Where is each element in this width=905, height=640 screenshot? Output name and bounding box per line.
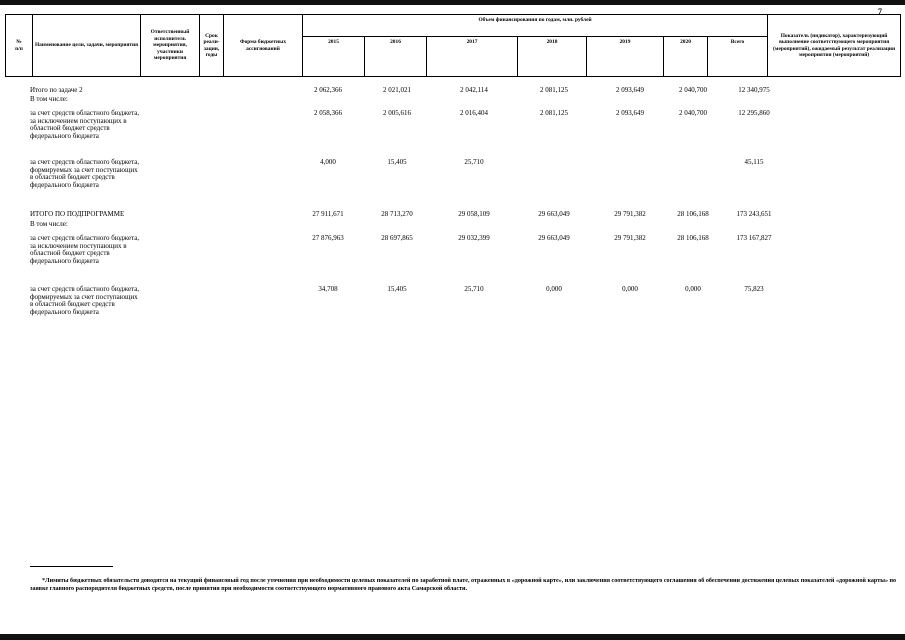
cell-2017: 25,710 bbox=[464, 285, 484, 293]
cell-2019: 29 791,382 bbox=[614, 234, 646, 242]
cell-2019: 0,000 bbox=[622, 285, 638, 293]
cell-2018: 29 663,049 bbox=[538, 234, 570, 242]
header-name: Наименование цели, задачи, мероприятия bbox=[33, 15, 141, 77]
cell-2020: 28 106,168 bbox=[677, 210, 709, 218]
cell-2019: 2 093,649 bbox=[616, 109, 644, 117]
cell-2020: 2 040,700 bbox=[679, 109, 707, 117]
cell-total: 45,115 bbox=[744, 158, 764, 166]
cell-2015: 4,000 bbox=[320, 158, 336, 166]
footnote: *Лимиты бюджетных обязательств доводятся на текущий финансовый год после уточнения при необходимости целевых показателей по заработной плате, отраженных в «дорожной карте», или заключения соответствующего соглашения об обеспечении достижения целевых показателей «дорожной карты» по заявке главного распорядителя бюджетных средств, после принятия при необходимости соответствующего нормативного правового акта Самарской области. bbox=[30, 578, 897, 592]
cell-2017: 29 058,109 bbox=[458, 210, 490, 218]
row-label: В том числе: bbox=[30, 95, 68, 103]
cell-total: 12 340,975 bbox=[738, 86, 770, 94]
page-mark: 7 bbox=[878, 7, 882, 16]
cell-2018: 2 081,125 bbox=[540, 109, 568, 117]
cell-2019: 2 093,649 bbox=[616, 86, 644, 94]
cell-2017: 2 042,114 bbox=[460, 86, 488, 94]
header-form: Форма бюджетных ассигнований bbox=[224, 15, 303, 77]
row-label: В том числе: bbox=[30, 220, 68, 228]
header-term: Срок реали-зации, годы bbox=[200, 15, 224, 77]
header-year-2017: 2017 bbox=[427, 37, 518, 77]
header-total: Всего bbox=[708, 37, 768, 77]
row-label: за счет средств областного бюджета, формируемых за счет поступающих в областной бюджет средств федерального бюджета bbox=[30, 285, 140, 316]
cell-2015: 2 058,366 bbox=[314, 109, 342, 117]
row-label: за счет средств областного бюджета, за исключением поступающих в областной бюджет средств федерального бюджета bbox=[30, 109, 140, 140]
header-year-2016: 2016 bbox=[365, 37, 427, 77]
row-label: за счет средств областного бюджета, формируемых за счет поступающих в областной бюджет средств федерального бюджета bbox=[30, 158, 140, 189]
cell-2015: 2 062,366 bbox=[314, 86, 342, 94]
cell-2015: 27 911,671 bbox=[312, 210, 344, 218]
cell-2017: 29 032,399 bbox=[458, 234, 490, 242]
cell-2017: 25,710 bbox=[464, 158, 484, 166]
row-label: за счет средств областного бюджета, за исключением поступающих в областной бюджет средств федерального бюджета bbox=[30, 234, 140, 265]
bottom-border bbox=[0, 634, 905, 640]
header-num: № п/п bbox=[6, 15, 33, 77]
cell-total: 173 243,651 bbox=[736, 210, 772, 218]
header-financing: Объем финансирования по годам, млн. рублей bbox=[303, 15, 768, 37]
cell-2018: 29 663,049 bbox=[538, 210, 570, 218]
cell-2016: 2 005,616 bbox=[383, 109, 411, 117]
cell-total: 75,823 bbox=[744, 285, 764, 293]
cell-2018: 0,000 bbox=[546, 285, 562, 293]
cell-2019: 29 791,382 bbox=[614, 210, 646, 218]
footnote-separator bbox=[30, 566, 113, 567]
cell-2016: 15,405 bbox=[387, 158, 407, 166]
cell-total: 12 295,860 bbox=[738, 109, 770, 117]
header-indicator: Показатель (индикатор), характеризующий выполнение соответствующего мероприятия (мероприятий), ожидаемый результат реализации мероприятия (мероприятий) bbox=[768, 15, 901, 77]
header-responsible: Ответственный исполнитель мероприятия, участники мероприятия bbox=[141, 15, 200, 77]
cell-2016: 28 713,270 bbox=[381, 210, 413, 218]
header-year-2019: 2019 bbox=[587, 37, 664, 77]
cell-2018: 2 081,125 bbox=[540, 86, 568, 94]
top-border bbox=[0, 0, 905, 5]
cell-2015: 34,708 bbox=[318, 285, 338, 293]
header-year-2020: 2020 bbox=[664, 37, 708, 77]
cell-2020: 2 040,700 bbox=[679, 86, 707, 94]
row-label: ИТОГО ПО ПОДПРОГРАММЕ bbox=[30, 210, 125, 218]
cell-2020: 0,000 bbox=[685, 285, 701, 293]
cell-total: 173 167,827 bbox=[736, 234, 772, 242]
header-year-2015: 2015 bbox=[303, 37, 365, 77]
cell-2016: 28 697,865 bbox=[381, 234, 413, 242]
row-label: Итого по задаче 2 bbox=[30, 86, 83, 94]
cell-2017: 2 016,404 bbox=[460, 109, 488, 117]
table-header bbox=[5, 14, 901, 77]
cell-2016: 2 021,021 bbox=[383, 86, 411, 94]
cell-2015: 27 876,963 bbox=[312, 234, 344, 242]
cell-2020: 28 106,168 bbox=[677, 234, 709, 242]
cell-2016: 15,405 bbox=[387, 285, 407, 293]
header-year-2018: 2018 bbox=[518, 37, 587, 77]
